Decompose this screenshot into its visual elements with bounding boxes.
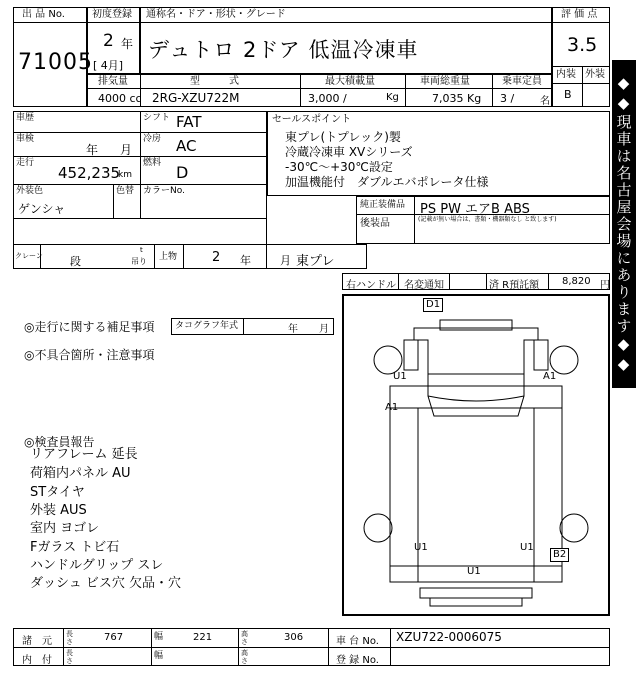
running-remarks-label: ◎走行に関する補足事項 <box>24 320 155 334</box>
lot-number: 71005 <box>18 50 93 75</box>
aftermarket-note: (記載が無い場合は、書類・機器類なし と致します) <box>418 216 557 223</box>
chassis-label: 車 台 No. <box>336 636 379 647</box>
length-label: 長さ <box>66 649 73 665</box>
color-change-label: 色替 <box>116 186 135 196</box>
tachograph-year-unit: 年 <box>288 324 298 335</box>
first-reg-month: [ 4月] <box>93 59 124 72</box>
damage-mark: U1 <box>393 371 407 382</box>
inspector-report-line: ハンドルグリップ スレ <box>30 558 164 573</box>
shift-value: FAT <box>176 113 202 131</box>
damage-mark: A1 <box>543 371 557 382</box>
width-label: 幅 <box>154 632 164 642</box>
body-month-unit: 月 <box>280 254 291 267</box>
location-notice-band <box>612 60 636 388</box>
length-label: 長さ <box>66 630 73 646</box>
crane-stage: 段 <box>70 255 81 268</box>
max-load-value: 3,000 / <box>308 92 347 105</box>
body-year: 2 <box>212 250 221 265</box>
damage-mark: U1 <box>467 566 481 577</box>
body-year-unit: 年 <box>240 254 251 267</box>
shift-label: シフト <box>143 113 171 123</box>
history-label: 車歴 <box>16 113 35 123</box>
recycle-value: 8,820 <box>562 276 591 287</box>
inspection-label: 車検 <box>16 134 35 144</box>
height-label: 高さ <box>241 630 248 646</box>
type-value: 2RG-XZU722M <box>152 91 240 105</box>
recycle-unit: 円 <box>600 280 610 291</box>
chassis-value: XZU722-0006075 <box>396 630 502 644</box>
inspection-month-unit: 月 <box>120 143 133 157</box>
first-reg-year: 2 <box>103 31 114 51</box>
body-maker: 東プレ <box>296 254 335 269</box>
inspector-report-label: ◎検査員報告 <box>24 435 95 449</box>
damage-mark: D1 <box>423 298 443 312</box>
exterior-grade-label: 外装 <box>585 69 605 80</box>
capacity-label: 乗車定員 <box>502 76 542 87</box>
inspection-year-unit: 年 <box>86 143 99 157</box>
height-value: 306 <box>284 632 304 643</box>
inspector-report-line: 外装 AUS <box>30 503 87 518</box>
tachograph-label: タコグラフ年式 <box>175 321 239 331</box>
gross-weight-label: 車両総重量 <box>420 76 470 87</box>
inspector-report-line: STタイヤ <box>30 485 85 500</box>
ext-color-value: ゲンシャ <box>18 202 66 216</box>
inspector-report-line: リアフレーム 延長 <box>30 447 138 462</box>
height-label: 高さ <box>241 649 248 665</box>
tachograph-month-unit: 月 <box>319 324 329 335</box>
sales-point-line: 東プレ(トプレック)製 <box>285 130 401 144</box>
sales-points-title: セールスポイント <box>272 114 352 125</box>
inspector-report-line: ダッシュ ビス穴 欠品・穴 <box>30 576 182 591</box>
damage-mark: A1 <box>385 402 399 413</box>
model-name: デュトロ 2ドア 低温冷凍車 <box>148 38 419 62</box>
sales-point-line: 加温機能付 ダブルエバポレータ仕様 <box>285 175 489 189</box>
aftermarket-label: 後装品 <box>360 218 390 229</box>
length-value: 767 <box>104 632 124 643</box>
damage-mark: U1 <box>414 542 428 553</box>
lot-label: 出 品 No. <box>22 9 65 20</box>
fuel-value: D <box>176 163 189 182</box>
gross-weight-value: 7,035 Kg <box>432 92 482 105</box>
crane-hang: 吊り <box>131 257 147 266</box>
handle-value: 右ハンドル <box>346 280 396 291</box>
damage-mark: B2 <box>550 548 569 562</box>
ac-value: AC <box>176 137 197 155</box>
sales-point-line: 冷蔵冷凍車 XVシリーズ <box>285 145 413 159</box>
max-load-label: 最大積載量 <box>325 76 375 87</box>
rating-score: 3.5 <box>567 34 598 56</box>
mileage-unit: km <box>118 170 132 180</box>
recycle-label: 済 R預託額 <box>489 280 540 291</box>
dimensions-label: 諸 元 <box>22 636 52 647</box>
type-label: 型 式 <box>190 76 242 87</box>
mileage-label: 走行 <box>16 158 35 168</box>
inspector-report-line: Fガラス トビ石 <box>30 540 120 555</box>
name-change-label: 名変通知 <box>404 280 444 291</box>
mileage-value: 452,235 <box>58 164 121 182</box>
sales-point-line: -30℃～+30℃設定 <box>285 160 393 174</box>
crane-label: クレーン <box>15 252 43 260</box>
damage-mark: U1 <box>520 542 534 553</box>
max-load-unit: Kg <box>386 92 399 103</box>
rating-label: 評 価 点 <box>561 9 598 20</box>
registration-label: 登 録 No. <box>336 655 379 666</box>
capacity-unit: 名 <box>540 96 550 107</box>
first-reg-year-unit: 年 <box>121 37 134 51</box>
interior-grade: B <box>564 88 572 101</box>
equipment-value: PS PW エアB ABS <box>420 202 530 217</box>
width-label: 幅 <box>154 651 164 661</box>
ac-label: 冷房 <box>143 134 162 144</box>
interior-grade-label: 内装 <box>556 69 576 80</box>
displacement-value: 4000 cc <box>98 92 142 105</box>
fuel-label: 燃料 <box>143 158 162 168</box>
color-no-label: カラーNo. <box>143 186 185 196</box>
ext-color-label: 外装色 <box>16 186 44 196</box>
first-reg-label: 初度登録 <box>92 9 132 20</box>
location-notice-text: ◆◆現車は名古屋会場にあります◆◆ <box>614 73 633 375</box>
displacement-label: 排気量 <box>98 76 128 87</box>
inspector-report-line: 室内 ヨゴレ <box>30 521 100 536</box>
interior-label-footer: 内 付 <box>22 655 52 666</box>
equipment-label: 純正装備品 <box>360 200 406 210</box>
crane-ton: t <box>140 246 143 254</box>
model-label: 通称名・ドア・形状・グレード <box>146 9 286 20</box>
body-label: 上物 <box>159 252 178 262</box>
width-value: 221 <box>193 632 213 643</box>
defects-label: ◎不具合箇所・注意事項 <box>24 348 155 362</box>
capacity-value: 3 / <box>500 92 515 105</box>
inspector-report-line: 荷箱内パネル AU <box>30 466 131 481</box>
